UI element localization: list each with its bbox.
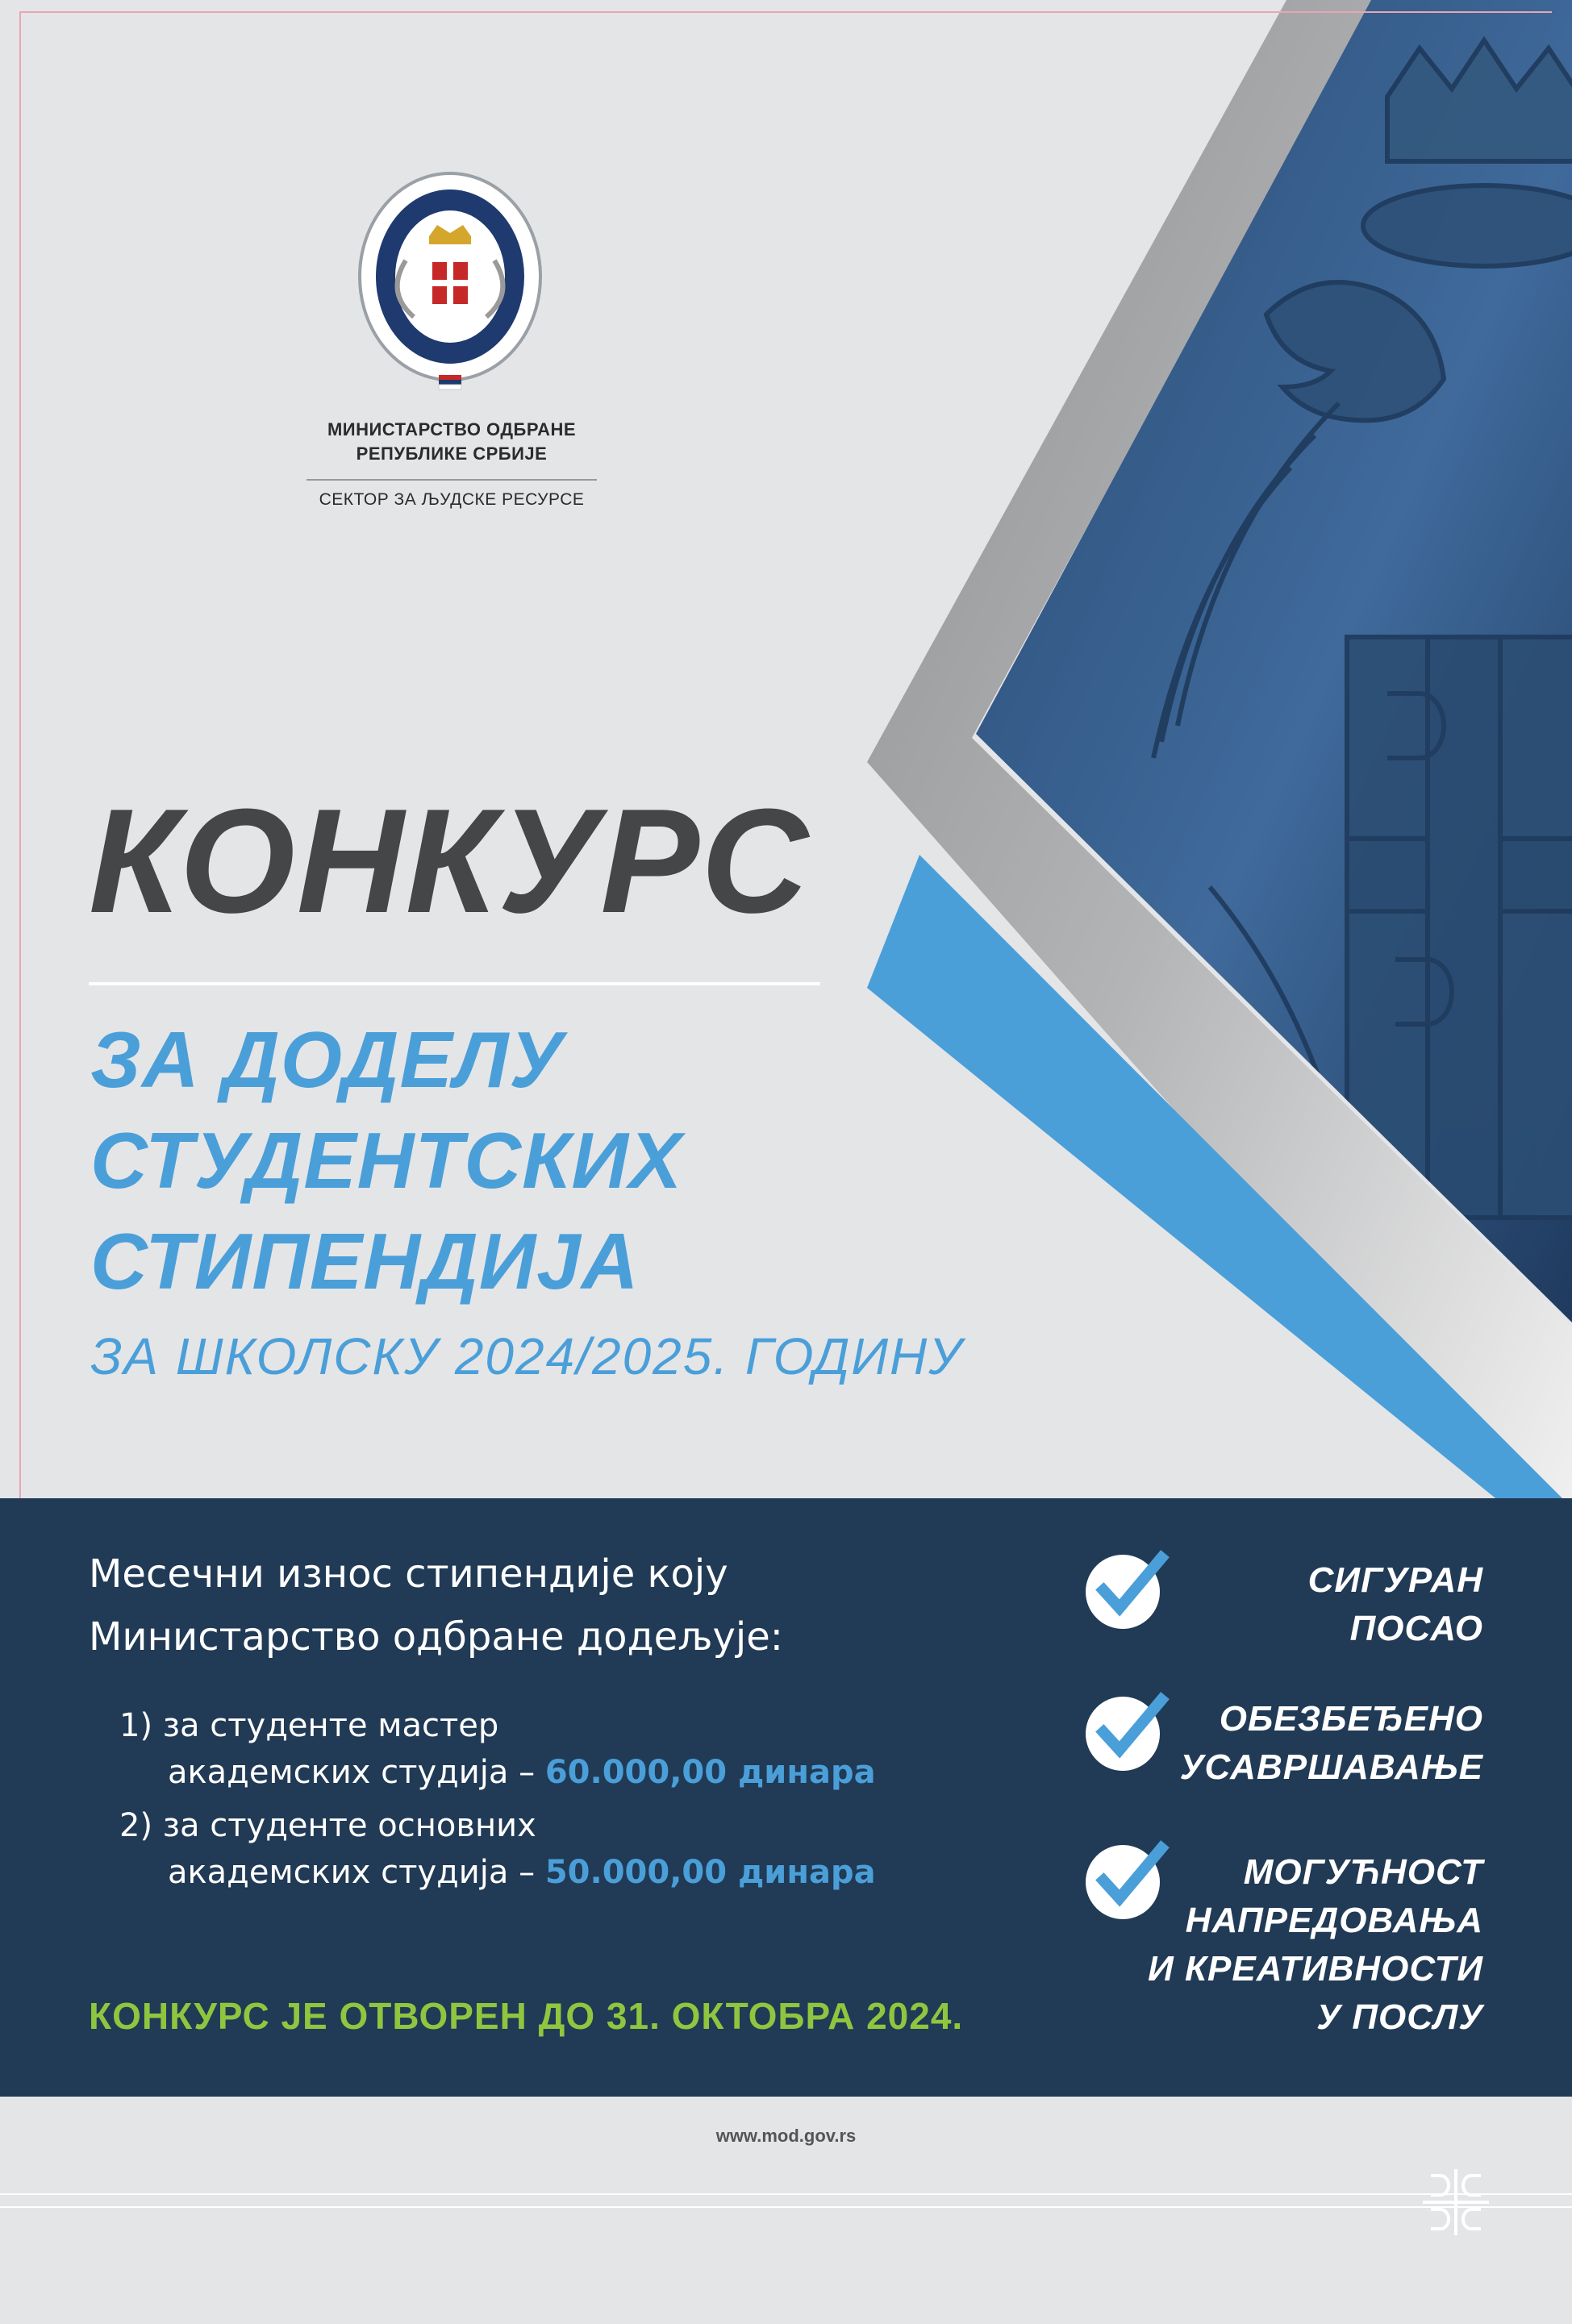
deadline-notice: КОНКУРС ЈЕ ОТВОРЕН ДО 31. ОКТОБРА 2024. <box>89 1995 964 2037</box>
serbian-cross-icon <box>1420 2166 1492 2239</box>
main-title: КОНКУРС <box>89 777 811 943</box>
frame-left <box>19 11 21 1499</box>
item2-line2 <box>168 1856 876 1889</box>
subtitle-line2: СТУДЕНТСКИХ <box>90 1116 683 1205</box>
item2-line1: 2) за студенте основних <box>119 1807 536 1844</box>
item1-line1: 1) за студенте мастер <box>119 1707 499 1744</box>
title-divider <box>89 982 820 985</box>
subtitle-line1: ЗА ДОДЕЛУ <box>90 1015 564 1104</box>
item2-amount: 50.000,00 динара <box>544 1854 876 1891</box>
footer-rule-2 <box>0 2206 1572 2208</box>
item1-line2 <box>168 1756 876 1789</box>
benefit-1 <box>1064 1556 1483 1653</box>
benefit-3-line2: НАПРЕДОВАЊА <box>1185 1901 1483 1940</box>
benefit-2-line1: ОБЕЗБЕЂЕНО <box>1219 1699 1483 1739</box>
footer-rule-1 <box>0 2193 1572 2195</box>
benefit-1-line1: СИГУРАН <box>1307 1560 1483 1600</box>
ministry-name-line1: МИНИСТАРСТВО ОДБРАНЕ <box>327 419 577 439</box>
ministry-emblem <box>360 173 540 389</box>
website-link[interactable]: www.mod.gov.rs <box>715 2126 857 2146</box>
sector-name: СЕКТОР ЗА ЉУДСКЕ РЕСУРСЕ <box>319 490 585 509</box>
item1-amount: 60.000,00 динара <box>544 1754 876 1791</box>
item2-label: академских студија – <box>168 1854 545 1891</box>
subtitle-line3: СТИПЕНДИЈА <box>90 1217 640 1306</box>
logo-divider <box>306 479 597 481</box>
benefit-3-line3: И КРЕАТИВНОСТИ <box>1148 1949 1483 1989</box>
ministry-name-line2: РЕПУБЛИКЕ СРБИЈЕ <box>356 444 548 464</box>
benefit-2-line2: УСАВРШАВАЊЕ <box>1179 1747 1483 1787</box>
benefit-1-line2: ПОСАО <box>1349 1609 1483 1648</box>
benefit-3-line1: МОГУЋНОСТ <box>1243 1852 1483 1892</box>
benefit-2 <box>1064 1695 1483 1792</box>
benefit-3-line4: У ПОСЛУ <box>1316 1997 1483 2037</box>
benefit-3 <box>1064 1848 1483 2042</box>
item1-label: академских студија – <box>168 1754 545 1791</box>
intro-line2: Министарство одбране додељује: <box>89 1614 783 1660</box>
frame-top <box>19 11 1552 13</box>
intro-line1: Месечни износ стипендије коју <box>89 1551 728 1597</box>
school-year: ЗА ШКОЛСКУ 2024/2025. ГОДИНУ <box>90 1327 964 1385</box>
